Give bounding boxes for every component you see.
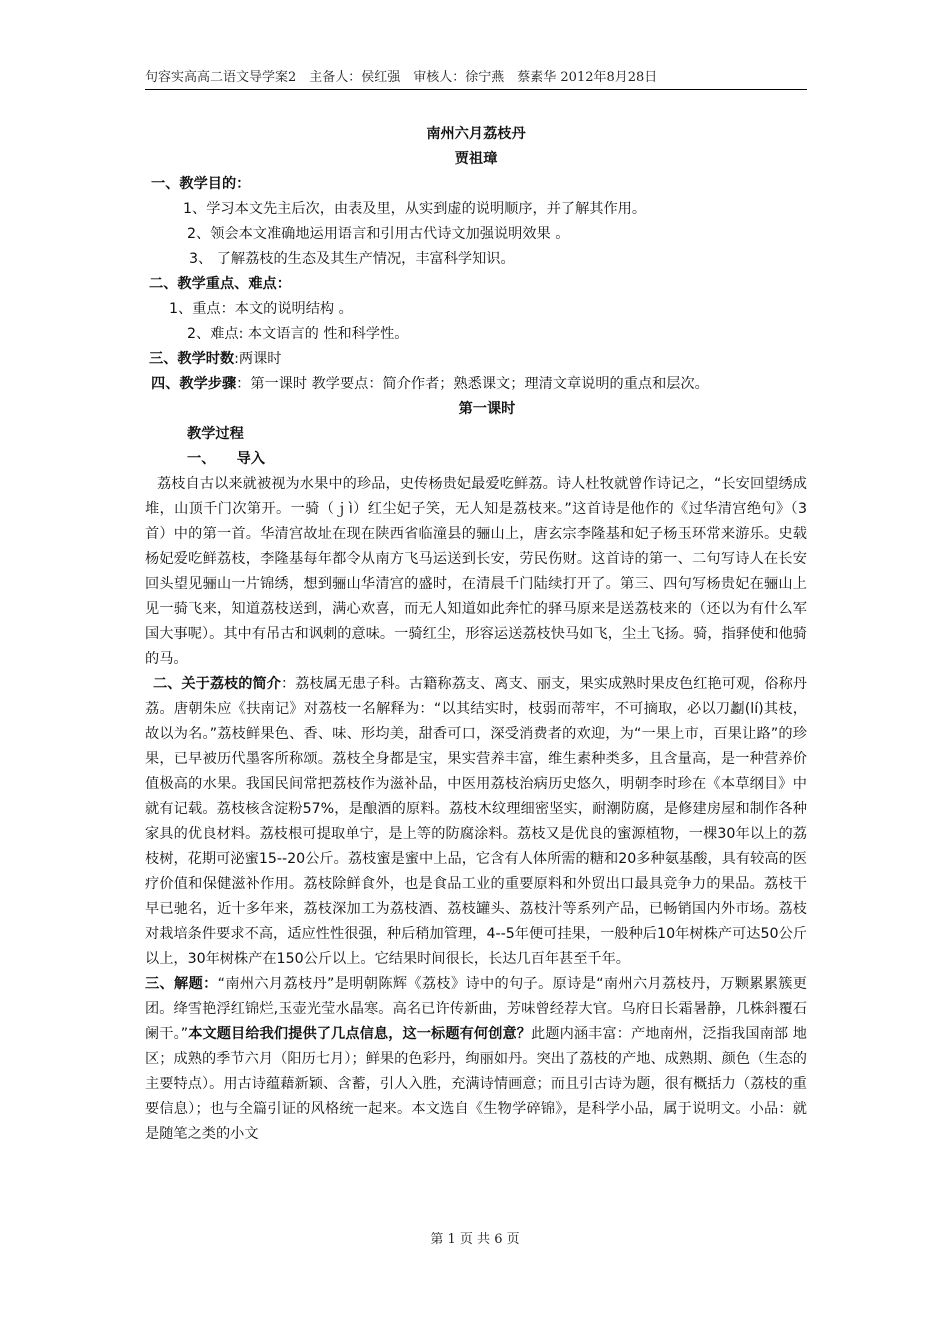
title-explanation-text: “南州六月荔枝丹”是明朝陈辉《荔枝》诗中的句子。原诗是“南州六月荔枝丹，万颗累累簇更团。绛雪艳浮红锦烂,玉壶光莹水晶寒。高名已许传新曲，芳味曾经荐大官。乌府日长霜暑静，几株斜覆石阑干。” bbox=[145, 976, 807, 1042]
goal-item: 2、领会本文准确地运用语言和引用古代诗文加强说明效果 。 bbox=[187, 226, 570, 242]
intro-heading: 一、 导入 bbox=[187, 451, 266, 467]
article-title: 南州六月荔枝丹 bbox=[426, 126, 526, 142]
page-header: 句容实高高二语文导学案2 主备人：侯红强 审核人：徐宁燕 蔡素华 2012年8月28日 bbox=[145, 66, 807, 90]
section-steps-heading: 四、教学步骤 bbox=[151, 376, 237, 392]
goal-item: 1、学习本文先主后次，由表及里，从实到虚的说明顺序，并了解其作用。 bbox=[183, 201, 647, 217]
lychee-intro-heading: 二、关于荔枝的简介 bbox=[153, 676, 281, 692]
lesson-title: 第一课时 bbox=[458, 401, 516, 417]
title-explanation-question: 本文题目给我们提供了几点信息，这一标题有何创意？ bbox=[188, 1026, 532, 1042]
section-steps-text: ：第一课时 教学要点：简介作者；熟悉课文；理清文章说明的重点和层次。 bbox=[236, 376, 709, 392]
section-goals-heading: 一、教学目的： bbox=[151, 176, 251, 192]
section-hours bbox=[145, 347, 807, 372]
keypoint-item: 1、重点：本文的说明结构 。 bbox=[169, 301, 353, 317]
section-steps bbox=[145, 372, 807, 397]
lychee-intro-text: ：荔枝属无患子科。古籍称荔支、离支、丽支，果实成熟时果皮色红艳可观，俗称丹荔。唐朝朱应《扶南记》对荔枝一名解释为：“以其结实时，枝弱而蒂牢，不可摘取，必以刀劙(lí)其枝，故以为名。”荔枝鲜果色、香、味、形均美，甜香可口，深受消费者的欢迎，为“一果上市，百果让路”的珍果，已早被历代墨客所称颂。荔枝全身都是宝，果实营养丰富，维生素种类多，且含量高，是一种营养价值极高的水果。我国民间常把荔枝作为滋补品，中医用荔枝治病历史悠久，明朝李时珍在《本草纲目》中就有记载。荔枝核含淀粉57%，是酿酒的原料。荔枝木纹理细密坚实，耐潮防腐，是修建房屋和制作各种家具的优良材料。荔枝根可提取单宁，是上等的防腐涂料。荔枝又是优良的蜜源植物，一棵30年以上的荔枝树，花期可泌蜜15--20公斤。荔枝蜜是蜜中上品，它含有人体所需的糖和20多种氨基酸，具有较高的医疗价值和保健滋补作用。荔枝除鲜食外，也是食品工业的重要原料和外贸出口最具竞争力的果品。荔枝干早已驰名，近十多年来，荔枝深加工为荔枝酒、荔枝罐头、荔枝汁等系列产品，已畅销国内外市场。荔枝对栽培条件要求不高，适应性性很强，种后稍加管理，4--5年便可挂果，一般种后10年树株产可达50公斤以上，30年树株产在150公斤以上。它结果时间很长，长达几百年甚至千年。 bbox=[145, 676, 807, 967]
document-body bbox=[145, 122, 807, 1147]
process-title: 教学过程 bbox=[187, 426, 244, 442]
page-footer: 第 1 页 共 6 页 bbox=[430, 1232, 520, 1247]
title-explanation-answer: 此题内涵丰富：产地南州，泛指我国南部 地区；成熟的季节六月（阳历七月）；鲜果的色彩丹，绚丽如丹。突出了荔枝的产地、成熟期、颜色（生态的主要特点）。用古诗蕴藉新颖、含蓄，引人入胜，充满诗情画意；而且引古诗为题，很有概括力（荔枝的重要信息）；也与全篇引证的风格统一起来。本文选自《生物学碎锦》，是科学小品，属于说明文。小品：就是随笔之类的小文 bbox=[145, 1026, 807, 1142]
article-author: 贾祖璋 bbox=[454, 151, 498, 167]
title-explanation-paragraph bbox=[145, 972, 807, 1147]
goal-item: 3、 了解荔枝的生态及其生产情况，丰富科学知识。 bbox=[189, 251, 515, 267]
lychee-intro-paragraph bbox=[145, 672, 807, 972]
title-explanation-heading: 三、解题： bbox=[145, 976, 218, 992]
section-hours-heading: 三、教学时数 bbox=[149, 351, 235, 367]
section-keypoints-heading: 二、教学重点、难点： bbox=[149, 276, 291, 292]
intro-paragraph: 荔枝自古以来就被视为水果中的珍品，史传杨贵妃最爱吃鲜荔。诗人杜牧就曾作诗记之，“长安回望绣成堆，山顶千门次第开。一骑（ｊì）红尘妃子笑，无人知是荔枝来。”这首诗是他作的《过华清宫绝句》（3首）中的第一首。华清宫故址在现在陕西省临潼县的骊山上，唐玄宗李隆基和妃子杨玉环常来游乐。史载杨妃爱吃鲜荔枝，李隆基每年都令从南方飞马运送到长安，劳民伤财。这首诗的第一、二句写诗人在长安回头望见骊山一片锦绣，想到骊山华清宫的盛时，在清晨千门陆续打开了。第三、四句写杨贵妃在骊山上见一骑飞来，知道荔枝送到，满心欢喜，而无人知道如此奔忙的驿马原来是送荔枝来的（还以为有什么军国大事呢）。其中有吊古和讽刺的意味。一骑红尘，形容运送荔枝快马如飞，尘土飞扬。骑，指驿使和他骑的马。 bbox=[145, 476, 807, 667]
keypoint-item: 2、难点: 本文语言的 性和科学性。 bbox=[187, 326, 409, 342]
section-hours-text: :两课时 bbox=[234, 351, 282, 367]
